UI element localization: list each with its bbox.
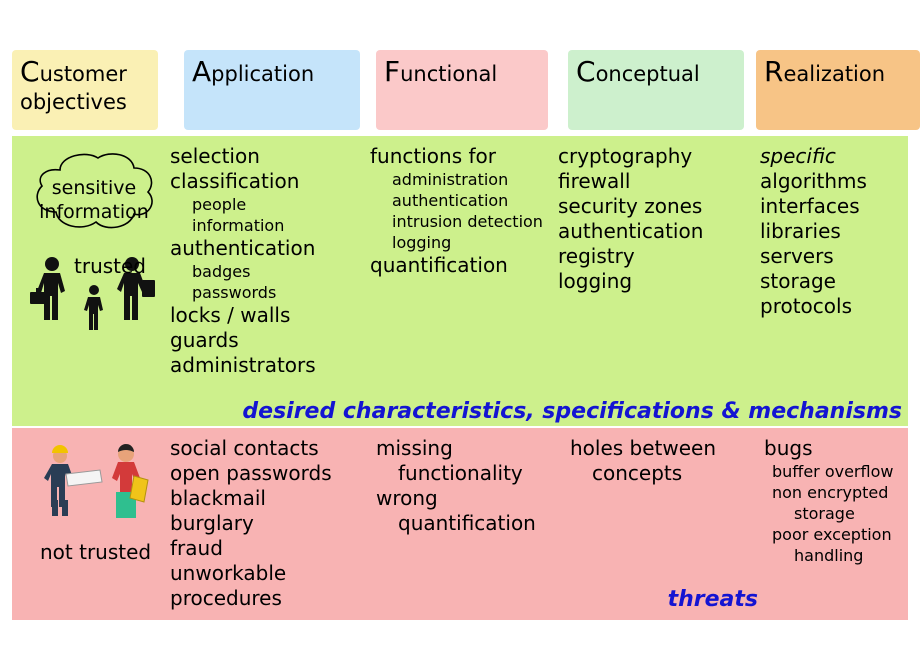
- column-header-initial: A: [192, 55, 212, 88]
- item: authentication: [558, 219, 704, 243]
- bubble-line-1: sensitive: [51, 177, 137, 199]
- item: blackmail: [170, 486, 266, 510]
- column-header-rest: unctional: [400, 62, 498, 86]
- red-realization-list: [764, 436, 920, 566]
- item: missing: [376, 436, 453, 460]
- sub-item: passwords: [192, 283, 277, 302]
- item: registry: [558, 244, 635, 268]
- item: wrong: [376, 486, 438, 510]
- sub-item: authentication: [392, 191, 509, 210]
- column-header-realization: [756, 50, 920, 130]
- column-header-row: [12, 50, 908, 130]
- not-trusted-people-icon: [30, 440, 160, 536]
- sub-item: buffer overflow: [772, 462, 894, 481]
- bubble-line-2: information: [39, 201, 149, 223]
- item: fraud: [170, 536, 223, 560]
- column-header-initial: C: [20, 55, 40, 88]
- item: selection: [170, 144, 260, 168]
- red-conceptual-list: [570, 436, 750, 486]
- not-trusted-label: not trusted: [40, 540, 152, 564]
- item: classification: [170, 169, 300, 193]
- item: algorithms: [760, 169, 867, 193]
- green-realization-list: [760, 144, 920, 319]
- sub-item: administration: [392, 170, 509, 189]
- item: administrators: [170, 353, 316, 377]
- green-conceptual-list: [558, 144, 748, 294]
- column-header-initial: C: [576, 55, 596, 88]
- sub-item: concepts: [592, 461, 683, 485]
- sub-item: poor exception: [772, 525, 892, 544]
- red-application-list: [170, 436, 380, 611]
- sub-item: handling: [794, 546, 864, 565]
- column-header-initial: F: [384, 55, 401, 88]
- thought-bubble-text: [26, 176, 162, 224]
- item: unworkable procedures: [170, 561, 287, 610]
- sub-item: badges: [192, 262, 251, 281]
- item: burglary: [170, 511, 254, 535]
- item: cryptography: [558, 144, 693, 168]
- item: libraries: [760, 219, 841, 243]
- sub-item: people: [192, 195, 247, 214]
- column-header-customer-objectives: [12, 50, 158, 130]
- column-header-rest: onceptual: [595, 62, 700, 86]
- item: bugs: [764, 436, 813, 460]
- item-emphasis: specific: [760, 144, 836, 168]
- column-header-rest: ustomer: [39, 62, 127, 86]
- item: security zones: [558, 194, 703, 218]
- sub-item: non encrypted: [772, 483, 889, 502]
- band-threats: [12, 428, 908, 620]
- sub-item: logging: [392, 233, 452, 252]
- item: servers: [760, 244, 834, 268]
- item: open passwords: [170, 461, 332, 485]
- green-functional-list: [370, 144, 560, 278]
- item: holes between: [570, 436, 717, 460]
- item: social contacts: [170, 436, 319, 460]
- column-header-sub: objectives: [20, 90, 127, 114]
- sub-item: storage: [794, 504, 855, 523]
- item: quantification: [370, 253, 508, 277]
- column-header-rest: pplication: [211, 62, 315, 86]
- sub-item: functionality: [398, 461, 523, 485]
- green-band-caption: desired characteristics, specifications & mechanisms: [242, 399, 902, 424]
- red-functional-list: [376, 436, 556, 536]
- column-header-conceptual: [568, 50, 744, 130]
- item: guards: [170, 328, 239, 352]
- column-header-initial: R: [764, 55, 784, 88]
- item: protocols: [760, 294, 853, 318]
- sub-item: information: [192, 216, 285, 235]
- item: interfaces: [760, 194, 860, 218]
- column-header-functional: [376, 50, 548, 130]
- thought-bubble: [26, 148, 162, 244]
- sub-item: quantification: [398, 511, 536, 535]
- trusted-label: trusted: [74, 254, 147, 278]
- column-header-application: [184, 50, 360, 130]
- green-application-list: [170, 144, 360, 378]
- sub-item: intrusion detection: [392, 212, 543, 231]
- item: authentication: [170, 236, 316, 260]
- item: firewall: [558, 169, 631, 193]
- item: locks / walls: [170, 303, 291, 327]
- red-band-caption: threats: [667, 587, 758, 612]
- item: functions for: [370, 144, 496, 168]
- band-desired-characteristics: [12, 136, 908, 426]
- column-header-rest: ealization: [783, 62, 886, 86]
- item: storage: [760, 269, 836, 293]
- item: logging: [558, 269, 633, 293]
